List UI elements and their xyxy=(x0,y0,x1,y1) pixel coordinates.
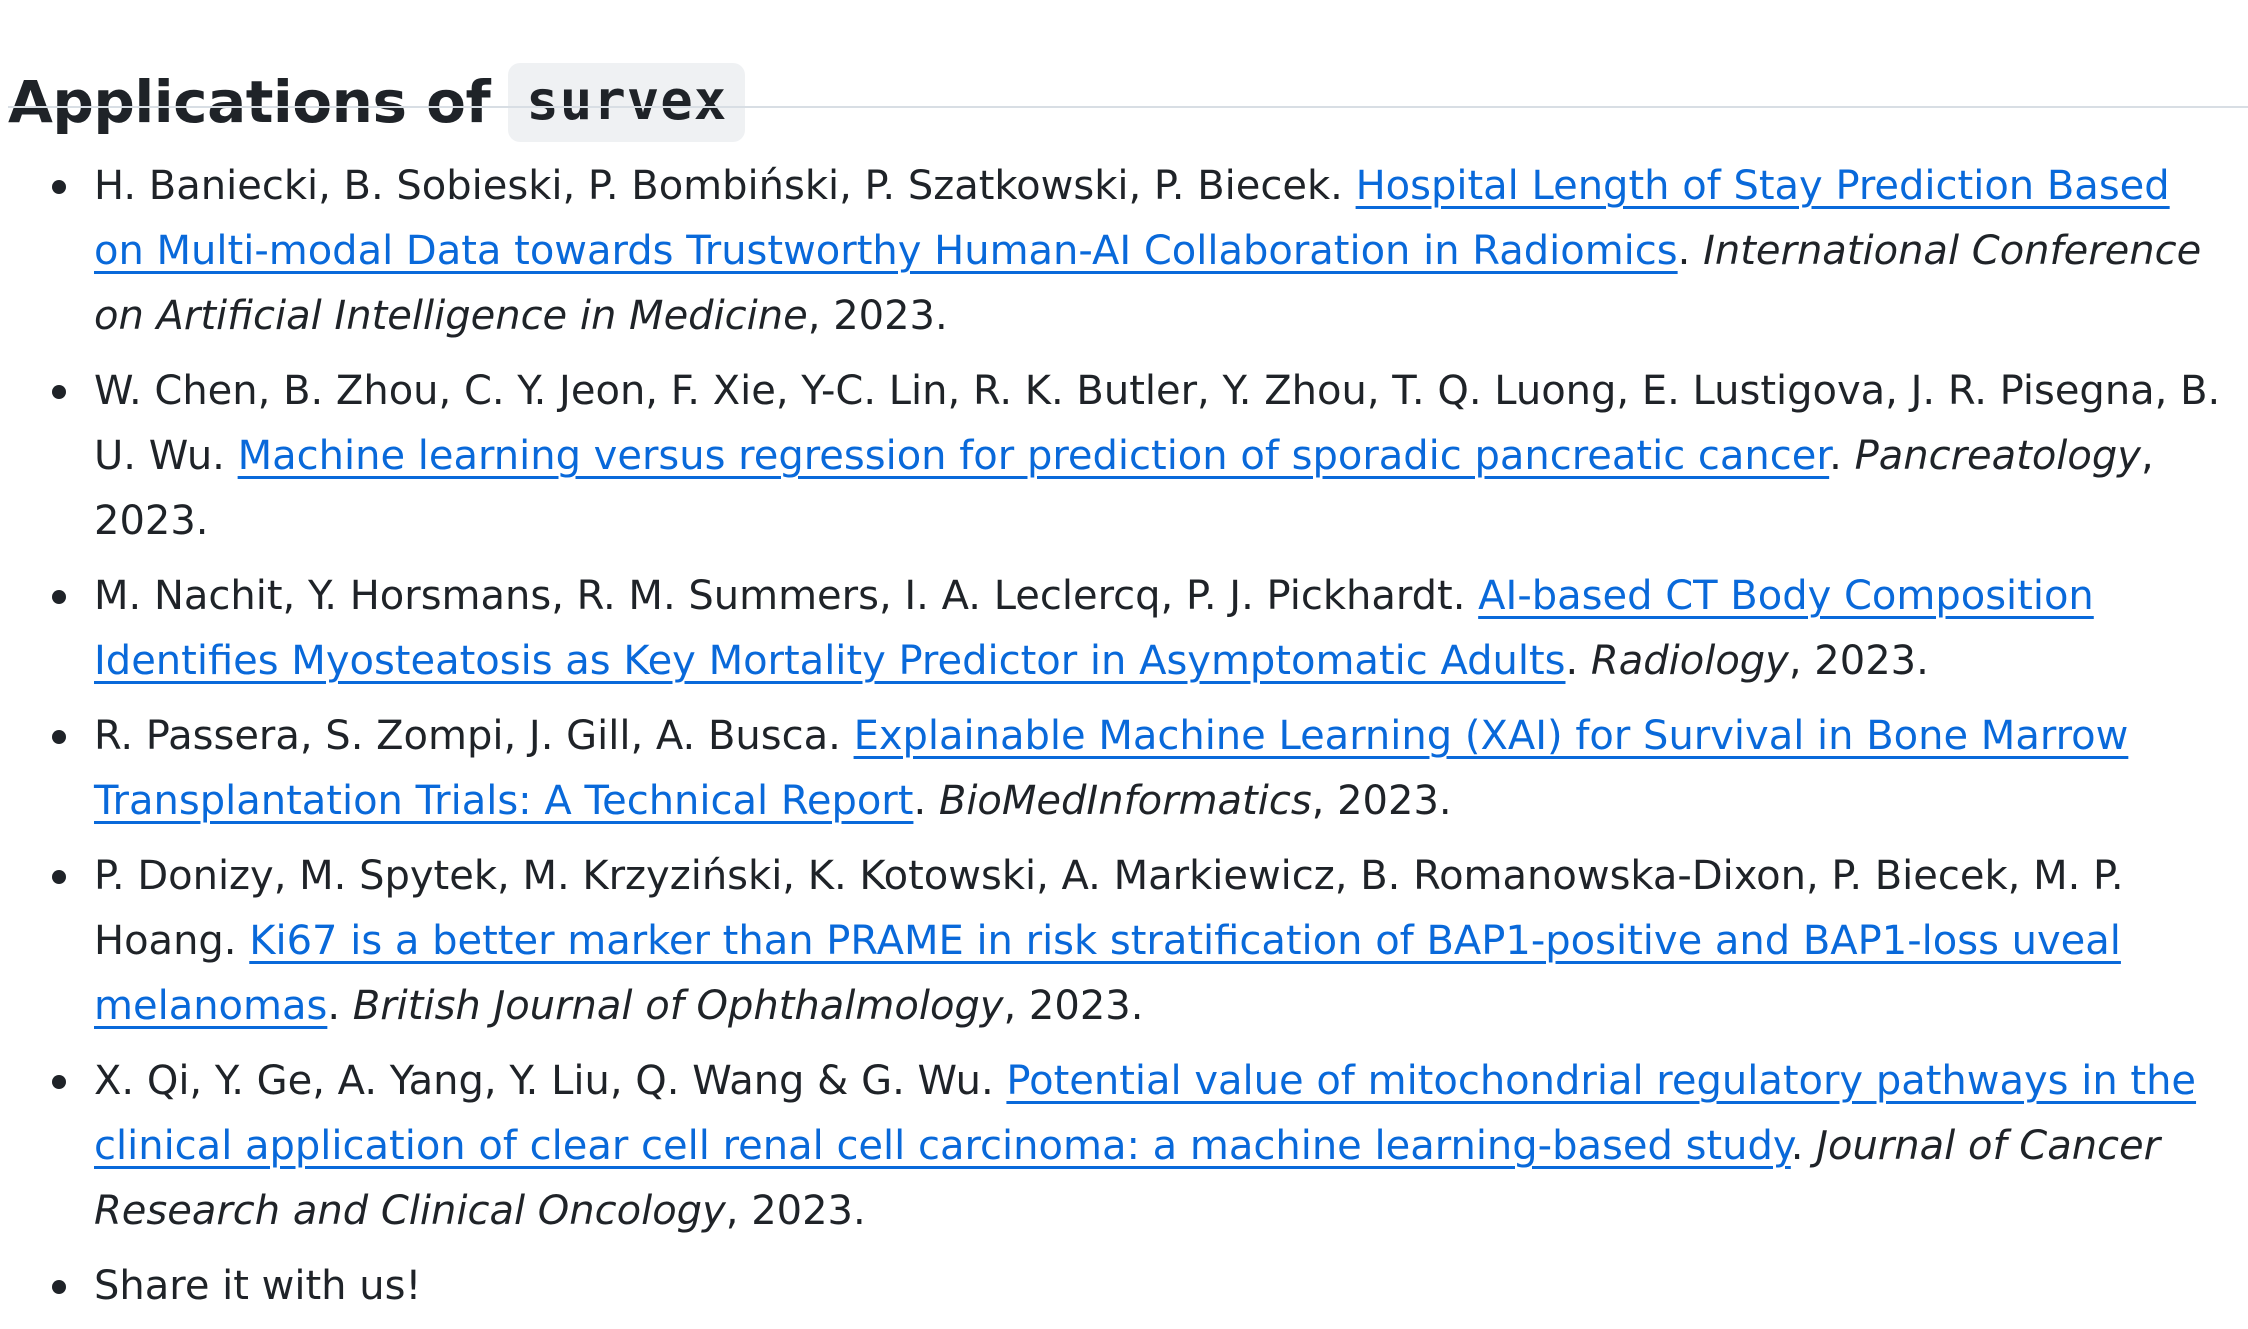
heading-code-survex: survex xyxy=(508,63,745,142)
reference-authors: X. Qi, Y. Ge, A. Yang, Y. Liu, Q. Wang & G. Wu. xyxy=(94,1058,994,1104)
reference-venue: BioMedInformatics xyxy=(938,778,1312,824)
reference-venue: Journal of Cancer Research and Clinical Oncology xyxy=(94,1123,2161,1234)
applications-list xyxy=(0,154,2248,1329)
reference-year: 2023 xyxy=(751,1188,853,1234)
reference-authors: W. Chen, B. Zhou, C. Y. Jeon, F. Xie, Y-C. Lin, R. K. Butler, Y. Zhou, T. Q. Luong, E. Lustigova, J. R. Pisegna, B. U. Wu. xyxy=(94,368,2221,479)
bullet-icon xyxy=(52,1280,66,1294)
bullet-icon xyxy=(52,590,66,604)
share-text: Share it with us! xyxy=(94,1263,422,1309)
list-item-reference-6: X. Qi, Y. Ge, A. Yang, Y. Liu, Q. Wang & G. Wu. Potential value of mitochondrial regulatory pathways in the clinical application of clear cell renal cell carcinoma: a machine learning-based study. Journal of Cancer Research and Clinical Oncology, 2023. xyxy=(0,1049,2248,1244)
reference-year: 2023 xyxy=(1814,638,1917,684)
list-item-reference-5: P. Donizy, M. Spytek, M. Krzyziński, K. Kotowski, A. Markiewicz, B. Romanowska-Dixon, P. Biecek, M. P. Hoang. Ki67 is a better marker than PRAME in risk stratification of BAP1-positive and BAP1-loss uveal melanomas. British Journal of Ophthalmology, 2023. xyxy=(0,844,2248,1039)
reference-year: 2023 xyxy=(1028,983,1131,1029)
reference-title-link[interactable]: Machine learning versus regression for prediction of sporadic pancreatic cancer xyxy=(237,433,1830,479)
reference-authors: M. Nachit, Y. Horsmans, R. M. Summers, I. A. Leclercq, P. J. Pickhardt. xyxy=(94,573,1466,619)
bullet-icon xyxy=(52,1075,66,1089)
reference-authors: P. Donizy, M. Spytek, M. Krzyziński, K. Kotowski, A. Markiewicz, B. Romanowska-Dixon, P. Biecek, M. P. Hoang. xyxy=(94,853,2124,964)
heading-text: Applications of xyxy=(8,68,491,137)
reference-title-link[interactable]: Ki67 is a better marker than PRAME in risk stratification of BAP1-positive and BAP1-loss uveal melanomas xyxy=(94,918,2121,1029)
reference-title-link[interactable]: Hospital Length of Stay Prediction Based on Multi-modal Data towards Trustworthy Human-AI Collaboration in Radiomics xyxy=(94,163,2170,274)
reference-authors: R. Passera, S. Zompi, J. Gill, A. Busca. xyxy=(94,713,841,759)
reference-title-link[interactable]: Explainable Machine Learning (XAI) for Survival in Bone Marrow Transplantation Trials: A Technical Report xyxy=(94,713,2129,824)
list-item-reference-3: M. Nachit, Y. Horsmans, R. M. Summers, I. A. Leclercq, P. J. Pickhardt. AI-based CT Body Composition Identifies Myosteatosis as Key Mortality Predictor in Asymptomatic Adults. Radiology, 2023. xyxy=(0,564,2248,694)
list-item-reference-2: W. Chen, B. Zhou, C. Y. Jeon, F. Xie, Y-C. Lin, R. K. Butler, Y. Zhou, T. Q. Luong, E. Lustigova, J. R. Pisegna, B. U. Wu. Machine learning versus regression for prediction of sporadic pancreatic cancer. Pancreatology, 2023. xyxy=(0,359,2248,554)
reference-venue: International Conference on Artificial Intelligence in Medicine xyxy=(94,228,2202,339)
list-item-reference-1: H. Baniecki, B. Sobieski, P. Bombiński, P. Szatkowski, P. Biecek. Hospital Length of Stay Prediction Based on Multi-modal Data towards Trustworthy Human-AI Collaboration in Radiomics. International Conference on Artificial Intelligence in Medicine, 2023. xyxy=(0,154,2248,349)
reference-year: 2023 xyxy=(833,293,935,339)
reference-year: 2023 xyxy=(1337,778,1439,824)
list-item-reference-4: R. Passera, S. Zompi, J. Gill, A. Busca. Explainable Machine Learning (XAI) for Survival in Bone Marrow Transplantation Trials: A Technical Report. BioMedInformatics, 2023. xyxy=(0,704,2248,834)
reference-venue: Radiology xyxy=(1590,638,1789,684)
bullet-icon xyxy=(52,730,66,744)
reference-year: 2023 xyxy=(94,498,196,544)
reference-title-link[interactable]: Potential value of mitochondrial regulatory pathways in the clinical application of clear cell renal cell carcinoma: a machine learning-based study xyxy=(94,1058,2197,1169)
section-heading xyxy=(8,48,745,156)
bullet-icon xyxy=(52,870,66,884)
reference-venue: Pancreatology xyxy=(1854,433,2141,479)
bullet-icon xyxy=(52,385,66,399)
reference-authors: H. Baniecki, B. Sobieski, P. Bombiński, P. Szatkowski, P. Biecek. xyxy=(94,163,1343,209)
list-item-share xyxy=(0,1254,2248,1319)
heading-divider xyxy=(8,106,2248,108)
bullet-icon xyxy=(52,180,66,194)
reference-venue: British Journal of Ophthalmology xyxy=(352,983,1004,1029)
reference-title-link[interactable]: AI-based CT Body Composition Identifies Myosteatosis as Key Mortality Predictor in Asymptomatic Adults xyxy=(94,573,2094,684)
